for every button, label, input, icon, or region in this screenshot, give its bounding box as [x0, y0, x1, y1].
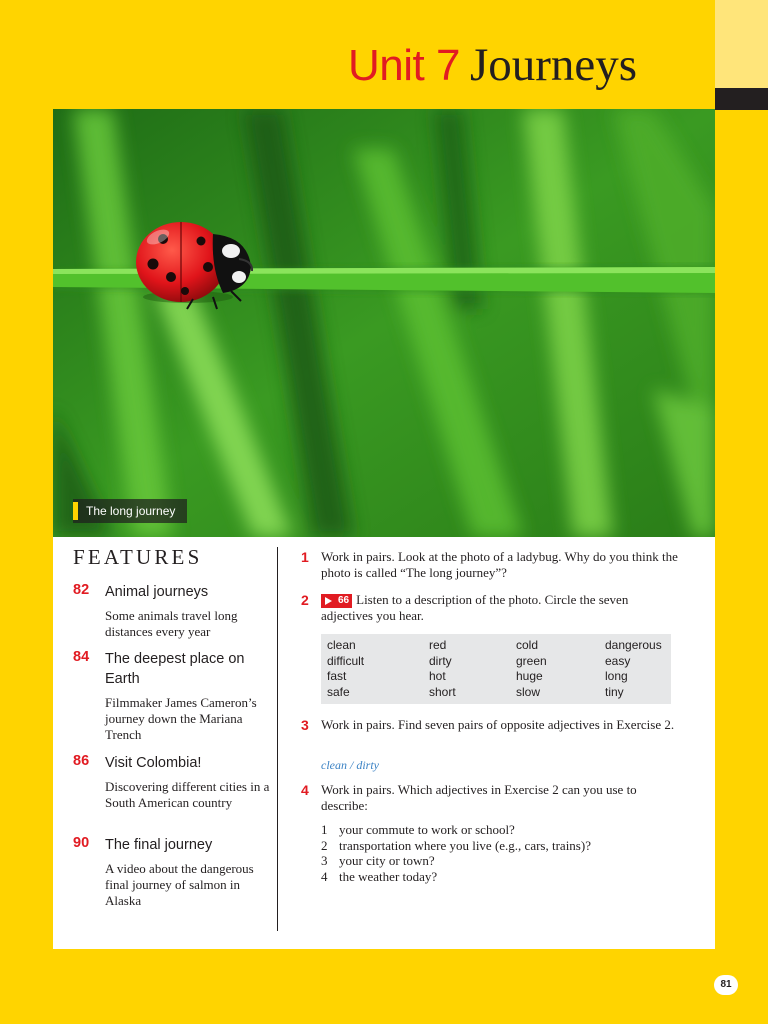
question-number: 4: [321, 868, 328, 884]
features-heading: FEATURES: [73, 545, 203, 569]
adjective: clean: [327, 638, 356, 652]
feature-description: Filmmaker James Cameron’s journey down the Mariana Trench: [105, 695, 257, 742]
question-number: 1: [321, 822, 328, 837]
feature-title: The deepest place on Earth: [105, 651, 245, 687]
adjective-column: [605, 638, 662, 700]
audio-track-number: 66: [335, 594, 352, 608]
list-item: [321, 869, 661, 885]
page-tab-dark: [715, 88, 768, 110]
audio-track-button[interactable]: [321, 594, 352, 608]
exercise-2: [301, 592, 681, 624]
feature-item: [73, 835, 273, 909]
feature-page-number: 82: [73, 582, 90, 598]
example-answer: clean / dirty: [321, 758, 379, 772]
adjective: cold: [516, 638, 539, 652]
question-text: your city or town?: [339, 853, 435, 868]
exercise-4: [301, 782, 681, 814]
adjective: long: [605, 669, 628, 683]
feature-title: The final journey: [105, 837, 213, 853]
adjective: tiny: [605, 684, 624, 699]
adjective: easy: [605, 653, 631, 668]
exercise-3: [301, 717, 681, 733]
exercise-text: Work in pairs. Find seven pairs of opposite adjectives in Exercise 2.: [321, 717, 675, 732]
feature-title: Visit Colombia!: [105, 755, 202, 771]
unit-name: Journeys: [469, 39, 638, 91]
adjective: slow: [516, 684, 541, 699]
adjective: green: [516, 653, 547, 668]
feature-page-number: 86: [73, 753, 90, 769]
play-icon: [321, 594, 335, 608]
list-item: [321, 853, 661, 869]
list-item: [321, 838, 661, 854]
adjective: dangerous: [605, 638, 662, 652]
feature-description: Discovering different cities in a South American country: [105, 779, 270, 810]
question-number: 3: [321, 853, 328, 868]
feature-item: [73, 582, 273, 640]
exercise-text: Work in pairs. Which adjectives in Exercise 2 can you use to describe:: [321, 782, 637, 813]
adjective: huge: [516, 669, 543, 683]
exercise-text: Listen to a description of the photo. Circle the seven adjectives you hear.: [321, 592, 629, 623]
adjective: hot: [429, 669, 446, 683]
list-item: [321, 822, 661, 838]
photo-caption: The long journey: [73, 499, 187, 523]
page-title: [348, 38, 637, 98]
unit-label: Unit 7: [348, 41, 460, 90]
question-text: transportation where you live (e.g., cars, trains)?: [339, 837, 591, 853]
question-text: the weather today?: [339, 868, 438, 884]
question-number: 2: [321, 837, 328, 853]
adjective: fast: [327, 669, 347, 683]
question-list: [321, 822, 661, 884]
exercise-number: 2: [301, 592, 309, 608]
exercise-number: 3: [301, 717, 309, 733]
adjective-column: [429, 638, 456, 700]
exercise-1: [301, 549, 681, 581]
exercise-number: 4: [301, 782, 309, 798]
adjective: short: [429, 684, 456, 699]
exercise-text: Work in pairs. Look at the photo of a ladybug. Why do you think the photo is called “The long journey”?: [321, 549, 678, 580]
column-divider: [277, 547, 278, 931]
feature-page-number: 90: [73, 835, 90, 851]
adjective-column: [327, 638, 364, 700]
ladybug-photo-illustration: [53, 109, 715, 537]
feature-title: Animal journeys: [105, 584, 209, 600]
exercise-number: 1: [301, 549, 309, 565]
content-panel: [53, 537, 715, 949]
adjective-box: [321, 634, 671, 704]
feature-page-number: 84: [73, 649, 90, 665]
adjective: dirty: [429, 653, 452, 668]
exercise-text-wrap: [321, 592, 681, 624]
adjective: safe: [327, 684, 350, 699]
feature-item: [73, 753, 273, 811]
adjective: difficult: [327, 653, 365, 668]
feature-item: [73, 649, 273, 743]
hero-photo: [53, 109, 715, 537]
adjective-column: [516, 638, 547, 700]
feature-description: Some animals travel long distances every year: [105, 608, 238, 639]
page-number: 81: [714, 975, 738, 995]
adjective: red: [429, 638, 447, 652]
page-tab-light: [715, 0, 768, 88]
feature-description: A video about the dangerous final journey of salmon in Alaska: [105, 861, 254, 908]
question-text: your commute to work or school?: [339, 822, 515, 837]
